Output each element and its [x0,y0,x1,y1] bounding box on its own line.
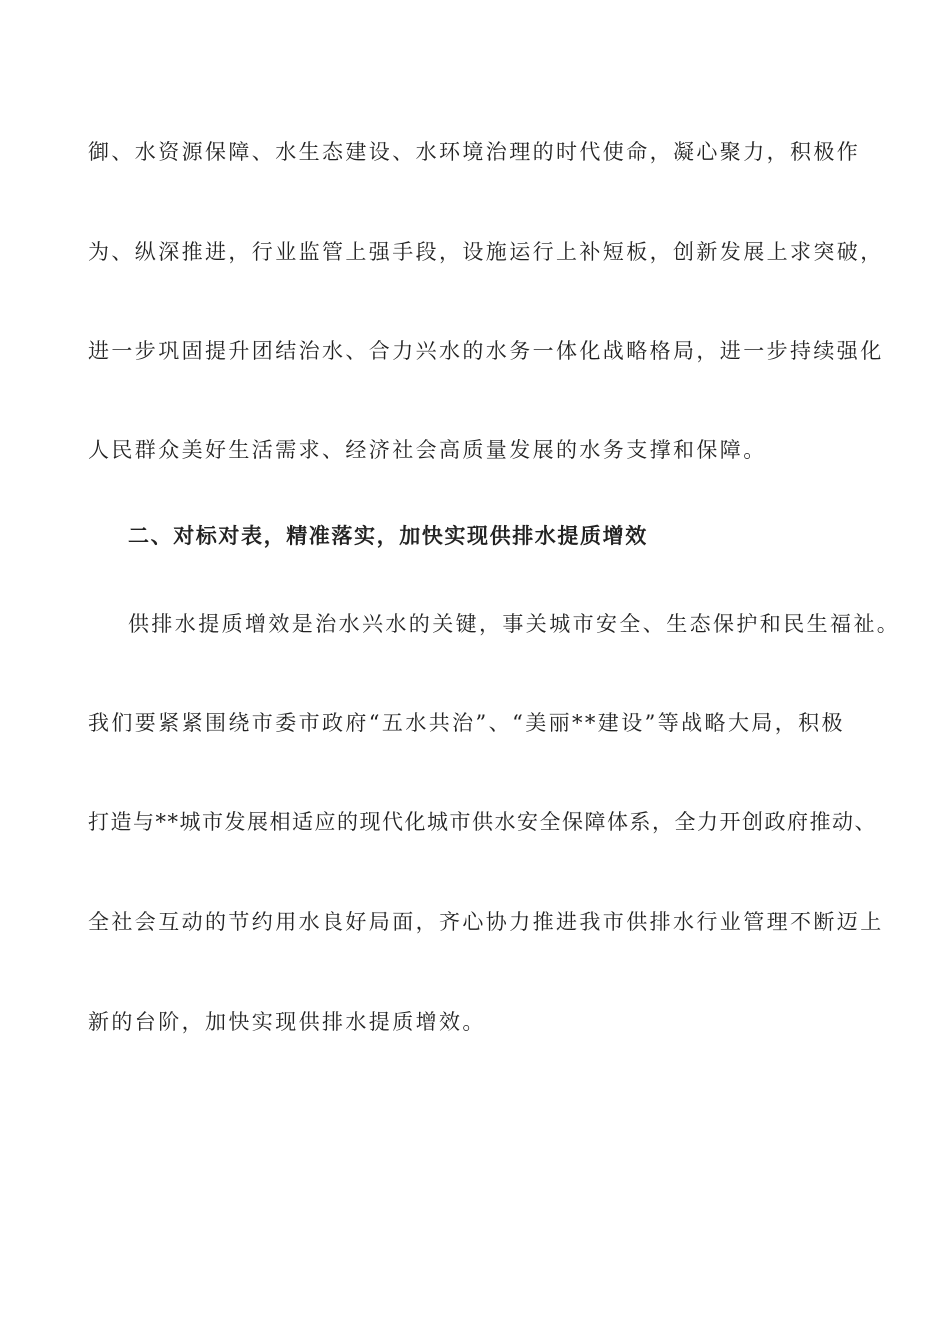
paragraph-line: 御、水资源保障、水生态建设、水环境治理的时代使命，凝心聚力，积极作 [88,140,861,164]
paragraph-line: 为、纵深推进，行业监管上强手段，设施运行上补短板，创新发展上求突破， [88,240,884,264]
paragraph-line: 我们要紧紧围绕市委市政府“五水共治”、“美丽**建设”等战略大局，积极 [88,711,845,735]
paragraph-line: 供排水提质增效是治水兴水的关键，事关城市安全、生态保护和民生福祉。 [128,612,901,636]
paragraph-line: 进一步巩固提升团结治水、合力兴水的水务一体化战略格局，进一步持续强化 [88,339,884,363]
section-heading: 二、对标对表，精准落实，加快实现供排水提质增效 [128,524,648,548]
paragraph-line: 全社会互动的节约用水良好局面，齐心协力推进我市供排水行业管理不断迈上 [88,910,884,934]
paragraph-line: 新的台阶，加快实现供排水提质增效。 [88,1010,486,1034]
paragraph-line: 人民群众美好生活需求、经济社会高质量发展的水务支撑和保障。 [88,438,767,462]
paragraph-line: 打造与**城市发展相适应的现代化城市供水安全保障体系，全力开创政府推动、 [88,810,877,834]
